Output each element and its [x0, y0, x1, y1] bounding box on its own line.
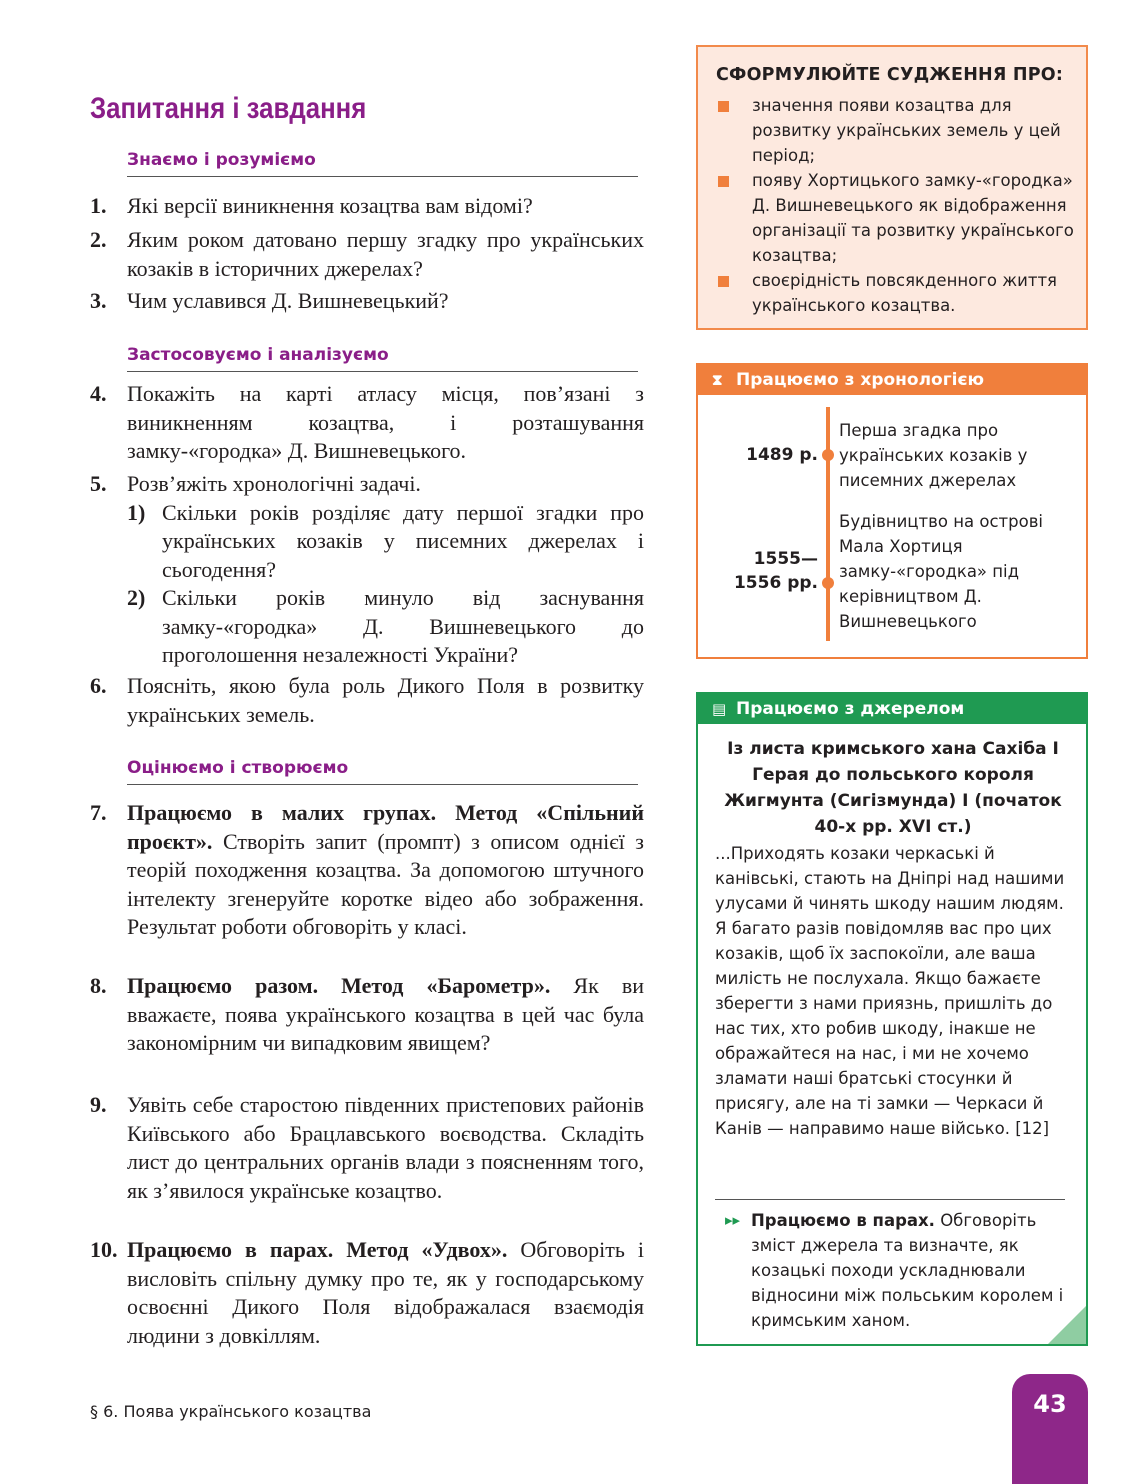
question-text: Яким роком датовано першу згадку про українських козаків в історичних джерелах? — [127, 227, 644, 281]
source-text: ...Приходять козаки черкаські й канівські, стають на Дніпрі над нашими улусами й чинять шкоду нашим людям. Я багато разів повідомляв вас про цих козаків, щоб їх заспокоїли, але ваша милість не послухала. Якщо бажаєте зберегти з нами приязнь, пришліть до нас тих, хто робив шкоду, інакше не ображайтеся на нас, і ми не хочемо зламати наші братські стосунки й присягу, але на ті замки — Черкаси й Канів — направимо наше військо. [12] — [715, 844, 1065, 1138]
footer-section-title: § 6. Поява українського козацтва — [90, 1402, 372, 1421]
question-text: Які версії виникнення козацтва вам відомі? — [127, 193, 533, 218]
question-number: 6. — [90, 673, 107, 698]
chronology-box — [696, 363, 1088, 659]
question-text: Як ви вважаєте, поява українського козацтва в цей час була закономірним чи випадковим явищем? — [127, 973, 644, 1055]
section-heading-evaluate: Оцінюємо і створюємо — [127, 758, 638, 785]
question-text: Уявіть себе старостою південних пристепових районів Київського або Брацлавського воєводства. Складіть лист до центральних органів влади з поясненням того, як з’явилося українське козацтво. — [127, 1092, 644, 1203]
timeline-event-text: Будівництво на острові Мала Хортиця замку-«городка» під керівництвом Д. Вишневецького — [839, 512, 1044, 631]
question-3 — [90, 287, 644, 316]
timeline-year: 1555— 1556 рр. — [733, 549, 818, 593]
question-7 — [90, 799, 644, 942]
question-number: 2. — [90, 227, 107, 252]
question-text: Чим уславився Д. Вишневецький? — [127, 288, 449, 313]
question-number: 7. — [90, 800, 107, 825]
method-label: Працюємо в малих групах. Метод «Спільний проєкт». — [127, 800, 644, 854]
list-item: значення появи козацтва для розвитку українських земель у цей період; — [716, 93, 1076, 168]
square-bullet-icon — [718, 176, 729, 187]
timeline-line — [826, 407, 830, 641]
question-5 — [90, 470, 644, 670]
task-text: Обговоріть зміст джерела та визначте, як козацькі походи ускладнювали відносини між польським королем і кримським ханом. — [751, 1211, 1064, 1330]
question-number: 1. — [90, 193, 107, 218]
question-number: 9. — [90, 1092, 107, 1117]
question-1 — [90, 192, 644, 221]
timeline-dot — [822, 577, 834, 589]
task-label: Працюємо в парах. — [751, 1211, 935, 1230]
subquestion-text: Скільки років минуло від заснування замку-«городка» Д. Вишневецького до проголошення незалежності України? — [162, 585, 644, 667]
question-4 — [90, 380, 644, 466]
question-text: Створіть запит (промпт) з описом однієї з теорій походження козацтва. За допомогою штучного інтелекту згенеруйте коротке відео або зображення. Результат роботи обговоріть у класі. — [127, 828, 644, 939]
source-box-header: ▤ Працюємо з джерелом — [698, 694, 1086, 724]
hourglass-icon: ⧗ — [712, 371, 723, 389]
question-number: 8. — [90, 973, 107, 998]
page-corner-icon — [1048, 1306, 1086, 1344]
page-number: 43 — [1012, 1374, 1088, 1484]
divider — [715, 1199, 1065, 1200]
question-number: 3. — [90, 288, 107, 313]
square-bullet-icon — [718, 276, 729, 287]
timeline-year: 1489 р. — [746, 445, 818, 465]
question-text: Покажіть на карті атласу місця, пов’язані з виникненням козацтва, і розташування замку-«городка» Д. Вишневецького. — [127, 381, 644, 463]
method-label: Працюємо в парах. Метод «Удвох». — [127, 1237, 508, 1262]
question-6 — [90, 672, 644, 729]
question-number: 5. — [90, 471, 107, 496]
question-number: 10. — [90, 1237, 118, 1262]
section-heading-know: Знаємо і розуміємо — [127, 150, 638, 177]
judgement-box-title: СФОРМУЛЮЙТЕ СУДЖЕННЯ ПРО: — [716, 65, 1064, 85]
source-title: Із листа кримського хана Сахіба І Герая до польського короля Жигмунта (Сигізмунда) І (початок 40-х рр. XVI ст.) — [724, 739, 1062, 837]
timeline-dot — [822, 449, 834, 461]
question-number: 4. — [90, 381, 107, 406]
question-10 — [90, 1236, 644, 1350]
chronology-box-header: ⧗ Працюємо з хронологією — [698, 365, 1086, 395]
subquestion-text: Скільки років розділяє дату першої згадки про українських козаків у писемних джерелах і сьогодення? — [162, 499, 644, 582]
method-label: Працюємо разом. Метод «Барометр». — [127, 973, 551, 998]
question-8 — [90, 972, 644, 1058]
judgement-list — [716, 93, 1076, 318]
question-2 — [90, 226, 644, 283]
source-box — [696, 692, 1088, 1346]
question-text: Розв’яжіть хронологічні задачі. — [127, 471, 421, 496]
question-text: Поясніть, якою була роль Дикого Поля в розвитку українських земель. — [127, 673, 644, 727]
document-icon: ▤ — [712, 700, 727, 718]
question-9 — [90, 1091, 644, 1205]
square-bullet-icon — [718, 101, 729, 112]
subquestion-2 — [127, 584, 644, 670]
section-heading-apply: Застосовуємо і аналізуємо — [127, 345, 638, 372]
double-arrow-icon: ▸▸ — [725, 1211, 741, 1229]
page-title: Запитання і завдання — [90, 92, 367, 125]
timeline-event-text: Перша згадка про українських козаків у писемних джерелах — [839, 421, 1028, 490]
list-item: появу Хортицького замку-«городка» Д. Вишневецького як відображення організації та розвитку українського козацтва; — [716, 168, 1076, 268]
subquestion-1 — [127, 499, 644, 585]
question-text: Обговоріть і висловіть спільну думку про те, як у господарському освоєнні Дикого Поля відображалася взаємодія людини з довкіллям. — [127, 1237, 644, 1348]
list-item: своєрідність повсякденного життя українського козацтва. — [716, 268, 1076, 318]
subquestion-number: 2) — [127, 585, 146, 610]
source-task — [725, 1208, 1071, 1333]
subquestion-number: 1) — [127, 499, 146, 525]
judgement-box — [696, 45, 1088, 330]
